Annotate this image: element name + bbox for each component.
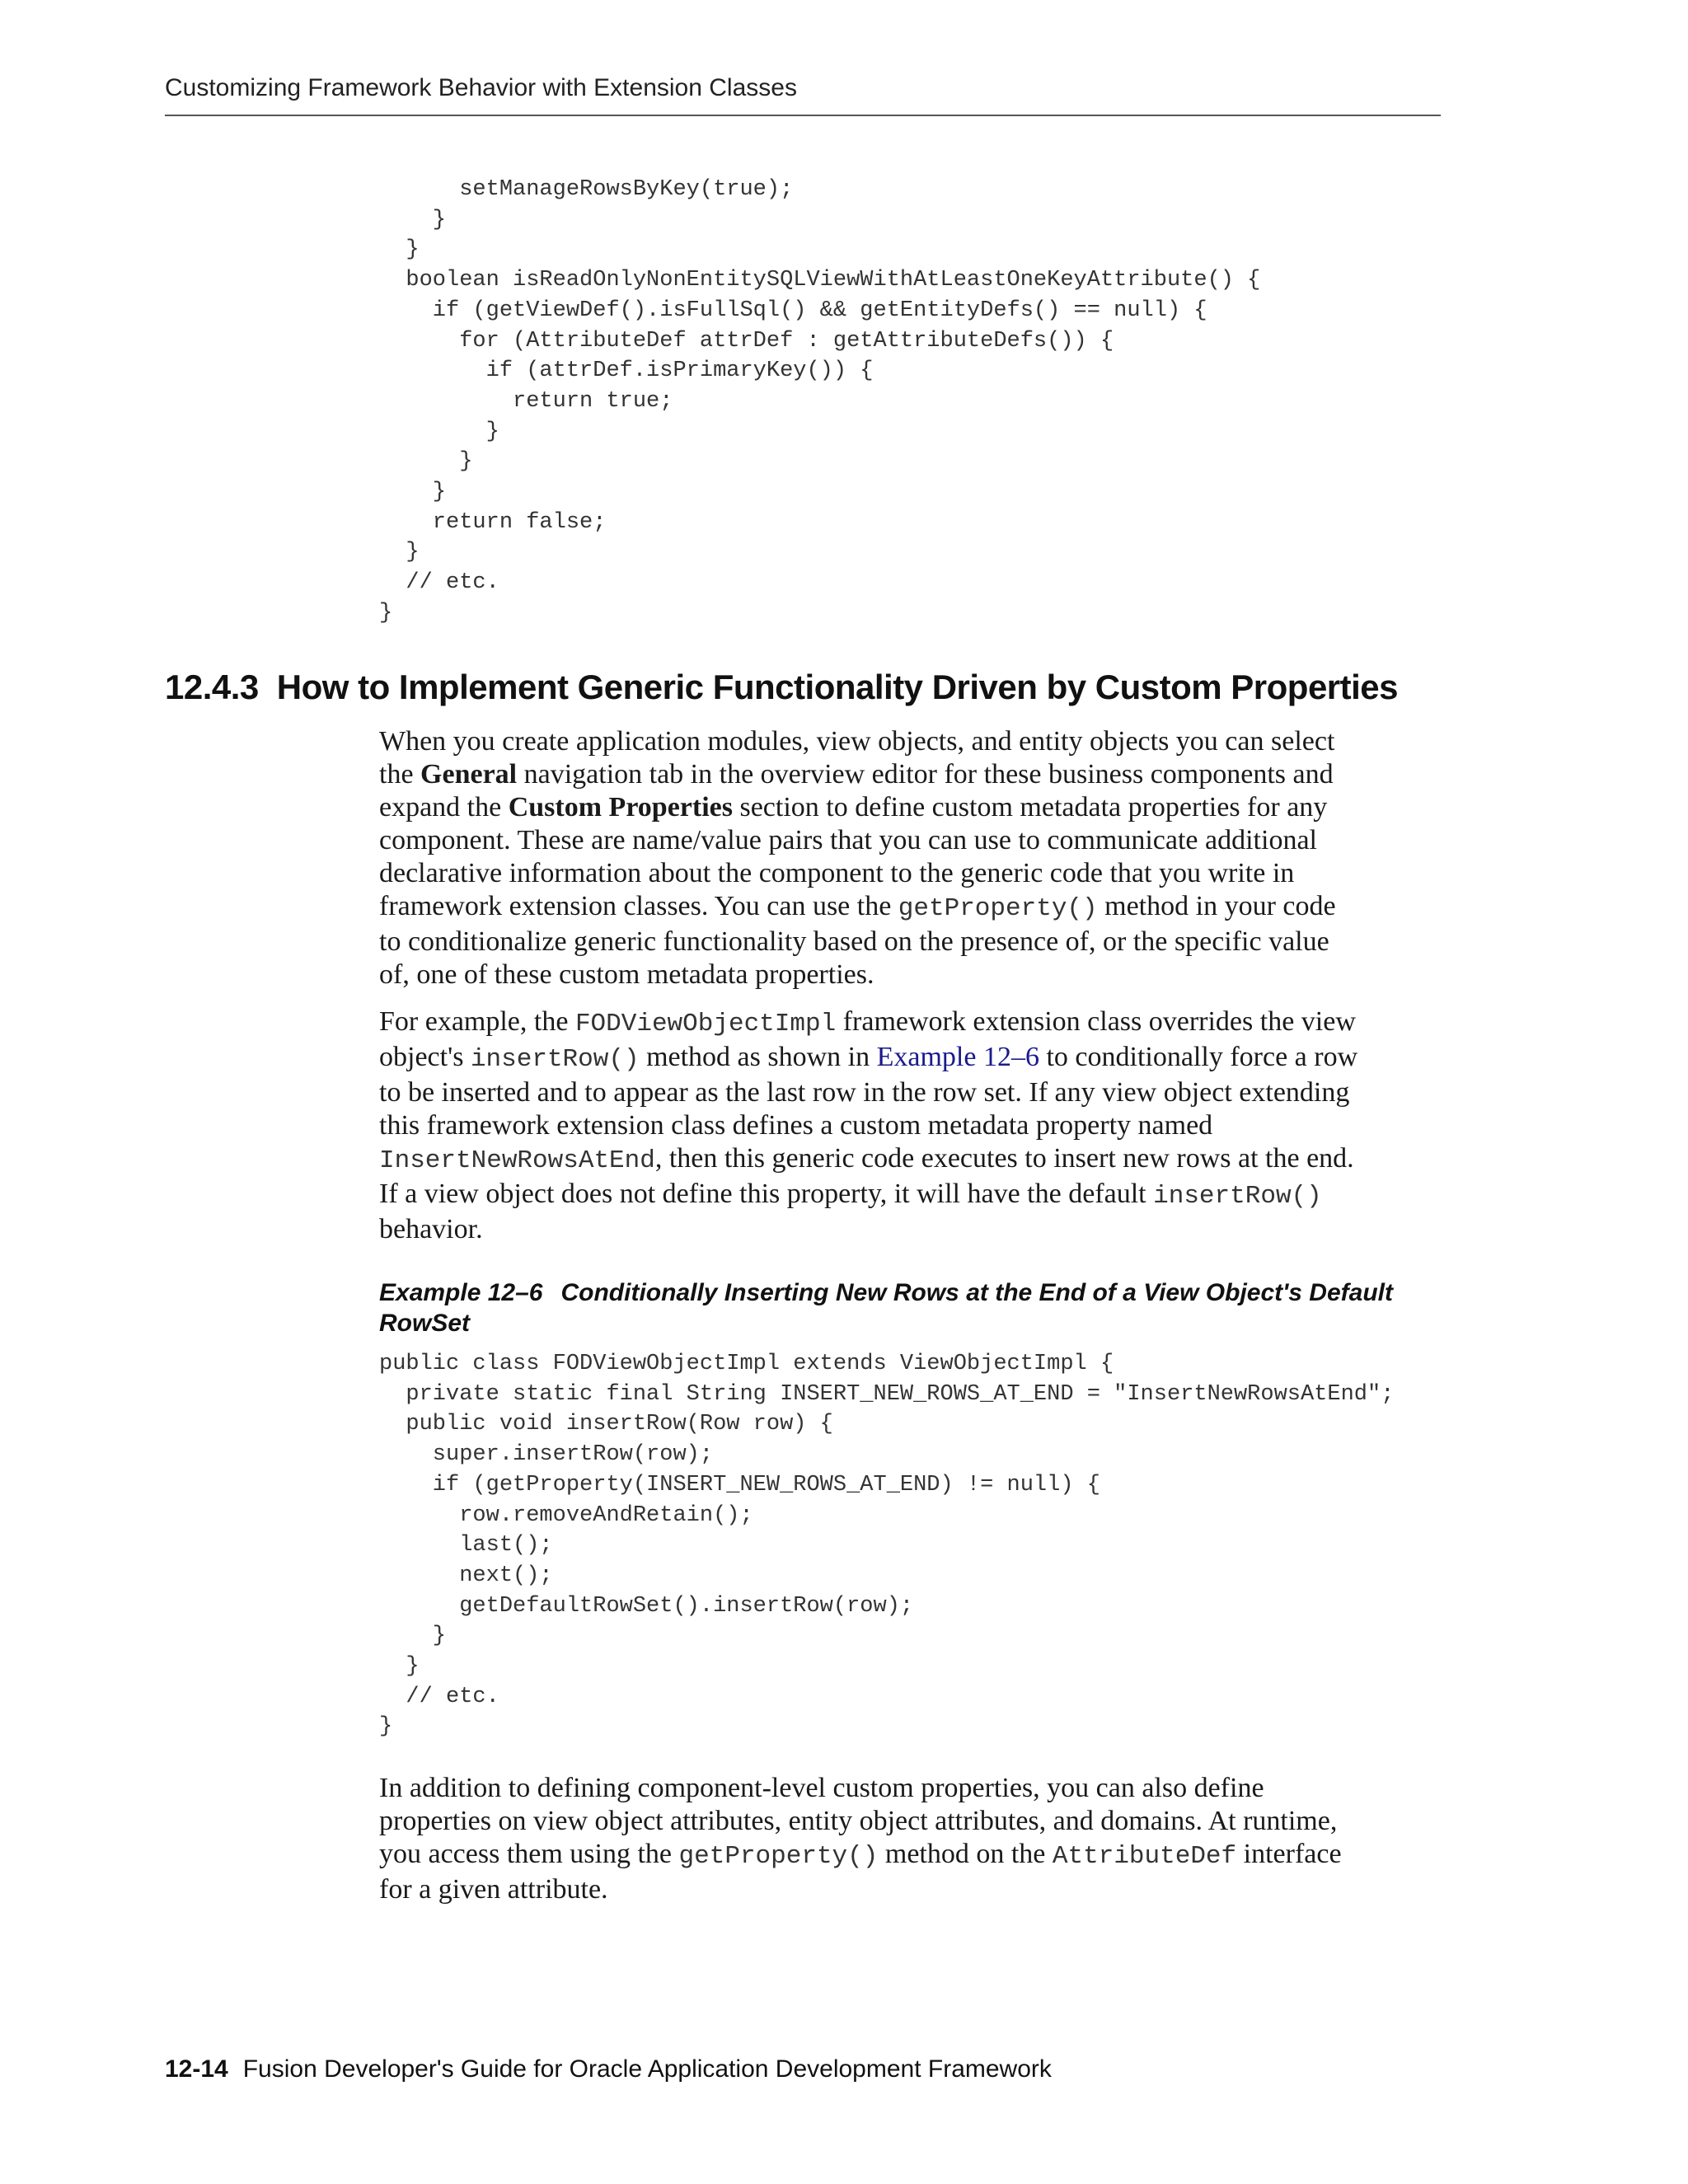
code-line: } [379,419,499,444]
inline-code: getProperty() [898,894,1098,923]
running-header: Customizing Framework Behavior with Extension Classes [165,74,797,101]
text-line: declarative information about the component to the generic code that you write in [379,858,1295,888]
text-line: InsertNewRowsAtEnd, then this generic code executes to insert new rows at the end. [379,1143,1354,1175]
code-line: } [379,1654,420,1680]
example-label: Example 12–6 [379,1279,543,1306]
paragraph-3 [379,1772,1451,1906]
text-line: When you create application modules, view objects, and entity objects you can select [379,726,1335,757]
text-line: for a given attribute. [379,1874,608,1905]
text-line: properties on view object attributes, entity object attributes, and domains. At runtime, [379,1806,1338,1836]
code-line: } [379,1714,393,1740]
inline-code: AttributeDef [1052,1842,1237,1871]
text-line: expand the Custom Properties section to define custom metadata properties for any [379,792,1328,823]
code-line: // etc. [379,570,499,596]
code-block-1 [379,175,1260,629]
code-line: getDefaultRowSet().insertRow(row); [379,1593,914,1619]
code-line: public void insertRow(Row row) { [379,1412,833,1437]
inline-code: insertRow() [1153,1182,1322,1211]
code-line: } [379,207,447,232]
code-line: row.removeAndRetain(); [379,1502,753,1528]
code-line: last(); [379,1533,553,1558]
text-line: of, one of these custom metadata properties. [379,959,874,990]
code-line: } [379,600,393,626]
code-line: if (attrDef.isPrimaryKey()) { [379,359,874,384]
code-line: } [379,480,447,505]
section-heading [165,668,1398,707]
code-line: } [379,449,473,475]
text-line: For example, the FODViewObjectImpl framework extension class overrides the view [379,1006,1356,1038]
ui-term-custom-properties: Custom Properties [508,792,733,823]
text-line: behavior. [379,1214,483,1244]
inline-code: InsertNewRowsAtEnd [379,1146,655,1175]
paragraph-1 [379,725,1451,991]
example-title-line-1: Conditionally Inserting New Rows at the End of a View Object's Default [560,1279,1393,1306]
text-line: this framework extension class defines a custom metadata property named [379,1110,1213,1141]
code-line: } [379,540,420,565]
section-number: 12.4.3 [165,668,259,706]
text-line: to conditionalize generic functionality based on the presence of, or the specific value [379,926,1329,957]
ui-term-general: General [420,759,518,790]
example-caption [379,1277,1451,1338]
section-title-text: How to Implement Generic Functionality Driven by Custom Properties [276,668,1399,706]
code-line: if (getViewDef().isFullSql() && getEntityDefs() == null) { [379,298,1207,323]
code-line: return false; [379,509,607,535]
code-block-2 [379,1349,1394,1742]
code-line: for (AttributeDef attrDef : getAttributeDefs()) { [379,328,1114,354]
text-line: to be inserted and to appear as the last row in the row set. If any view object extending [379,1077,1350,1108]
text-line: If a view object does not define this property, it will have the default insertRow() [379,1179,1322,1211]
inline-code: insertRow() [470,1045,640,1074]
text-line: the General navigation tab in the overview editor for these business components and [379,759,1334,790]
code-line: // etc. [379,1684,499,1709]
inline-code: FODViewObjectImpl [574,1010,837,1038]
code-line: setManageRowsByKey(true); [379,177,794,202]
code-line: super.insertRow(row); [379,1442,714,1468]
page-number: 12-14 [165,2055,228,2083]
page-footer [165,2055,1052,2083]
book-title: Fusion Developer's Guide for Oracle Application Development Framework [242,2055,1052,2083]
example-title-line-2: RowSet [379,1310,471,1337]
example-12-6-link[interactable]: Example 12–6 [876,1042,1039,1072]
code-line: boolean isReadOnlyNonEntitySQLViewWithAtLeastOneKeyAttribute() { [379,268,1261,293]
code-line: return true; [379,388,673,414]
code-line: public class FODViewObjectImpl extends ViewObjectImpl { [379,1352,1114,1376]
code-line: } [379,237,420,263]
code-line: } [379,1624,447,1649]
code-line: if (getProperty(INSERT_NEW_ROWS_AT_END) != null) { [379,1472,1100,1497]
code-line: private static final String INSERT_NEW_ROWS_AT_END = "InsertNewRowsAtEnd"; [379,1381,1395,1407]
text-line: In addition to defining component-level custom properties, you can also define [379,1773,1264,1803]
text-line: framework extension classes. You can use the getProperty() method in your code [379,891,1336,923]
text-line: component. These are name/value pairs that you can use to communicate additional [379,825,1317,855]
header-rule [165,115,1441,116]
inline-code: getProperty() [678,1842,879,1871]
text-line: object's insertRow() method as shown in Example 12–6 to conditionally force a row [379,1042,1358,1074]
text-line: you access them using the getProperty() method on the AttributeDef interface [379,1839,1342,1871]
paragraph-2 [379,1005,1451,1246]
code-line: next(); [379,1563,553,1588]
